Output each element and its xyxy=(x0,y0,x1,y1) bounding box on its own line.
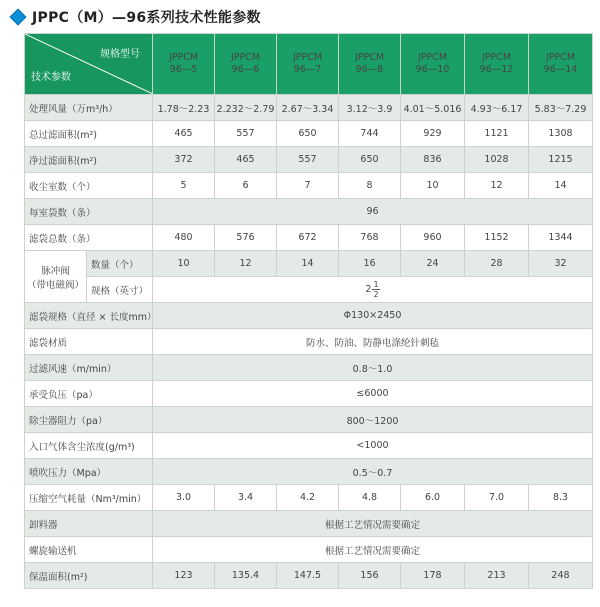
model-header: JPPCM 96—14 xyxy=(529,34,593,95)
table-row xyxy=(25,95,593,121)
cell: 557 xyxy=(277,147,339,173)
valve-size-fraction: 2 1 2 xyxy=(365,280,379,299)
row-label: 压缩空气耗量（Nm³/min） xyxy=(25,485,153,511)
table-row xyxy=(25,485,593,511)
cell: 3.4 xyxy=(215,485,277,511)
row-label: 喷吹压力（Mpa） xyxy=(25,459,153,485)
row-label: 净过滤面积(m²) xyxy=(25,147,153,173)
table-row xyxy=(25,329,593,355)
cell: 32 xyxy=(529,251,593,277)
valve-group-label: 脉冲阀 （带电磁阀） xyxy=(25,251,87,303)
cell: 135.4 xyxy=(215,563,277,589)
merged-cell: 96 xyxy=(153,199,593,225)
cell: 10 xyxy=(401,173,465,199)
merged-cell: Φ130×2450 xyxy=(153,303,593,329)
cell: 4.8 xyxy=(339,485,401,511)
row-label: 卸料器 xyxy=(25,511,153,537)
cell: 24 xyxy=(401,251,465,277)
row-label: 滤袋规格（直径 × 长度mm） xyxy=(25,303,153,329)
cell: 1215 xyxy=(529,147,593,173)
cell: 147.5 xyxy=(277,563,339,589)
model-header: JPPCM 96—8 xyxy=(339,34,401,95)
cell: 156 xyxy=(339,563,401,589)
cell: 2.67～3.34 xyxy=(277,95,339,121)
merged-cell: 根据工艺情况需要确定 xyxy=(153,511,593,537)
table-row xyxy=(25,225,593,251)
cell: 3.12～3.9 xyxy=(339,95,401,121)
header-diagonal-cell xyxy=(25,34,153,95)
row-label: 处理风量（万m³/h） xyxy=(25,95,153,121)
header-param-label: 技术参数 xyxy=(31,72,71,83)
cell: 12 xyxy=(215,251,277,277)
row-label: 滤袋总数（条） xyxy=(25,225,153,251)
diagonal-line xyxy=(25,34,153,94)
merged-cell: 根据工艺情况需要确定 xyxy=(153,537,593,563)
table-row xyxy=(25,147,593,173)
cell: 248 xyxy=(529,563,593,589)
row-label: 每室袋数（条） xyxy=(25,199,153,225)
cell: 1152 xyxy=(465,225,529,251)
cell: 7 xyxy=(277,173,339,199)
cell: 960 xyxy=(401,225,465,251)
title-bar xyxy=(8,6,261,28)
cell: 650 xyxy=(277,121,339,147)
cell: 6.0 xyxy=(401,485,465,511)
table-row xyxy=(25,277,593,303)
header-model-label: 规格型号 xyxy=(100,49,140,60)
cell: 4.2 xyxy=(277,485,339,511)
row-label: 保温面积(m²) xyxy=(25,563,153,589)
cell: 178 xyxy=(401,563,465,589)
row-label: 除尘器阻力（pa） xyxy=(25,407,153,433)
page-title: JPPC（M）—96系列技术性能参数 xyxy=(32,10,261,26)
cell: 1121 xyxy=(465,121,529,147)
cell: 480 xyxy=(153,225,215,251)
spec-table xyxy=(24,33,593,589)
table-row xyxy=(25,251,593,277)
cell: 16 xyxy=(339,251,401,277)
cell: 7.0 xyxy=(465,485,529,511)
cell: 1344 xyxy=(529,225,593,251)
cell: 465 xyxy=(153,121,215,147)
cell: 836 xyxy=(401,147,465,173)
cell: 14 xyxy=(529,173,593,199)
cell: 557 xyxy=(215,121,277,147)
cell: 8.3 xyxy=(529,485,593,511)
cell: 744 xyxy=(339,121,401,147)
merged-cell xyxy=(153,277,593,303)
table-row xyxy=(25,563,593,589)
merged-cell: 800～1200 xyxy=(153,407,593,433)
row-label: 过滤风速（m/min） xyxy=(25,355,153,381)
row-label: 螺旋输送机 xyxy=(25,537,153,563)
cell: 650 xyxy=(339,147,401,173)
model-header: JPPCM 96—7 xyxy=(277,34,339,95)
table-row xyxy=(25,459,593,485)
cell: 1028 xyxy=(465,147,529,173)
table-row xyxy=(25,537,593,563)
cell: 768 xyxy=(339,225,401,251)
row-label: 规格（英寸） xyxy=(87,277,153,303)
table-row xyxy=(25,173,593,199)
cell: 5 xyxy=(153,173,215,199)
row-label: 滤袋材质 xyxy=(25,329,153,355)
table-row xyxy=(25,511,593,537)
table-row xyxy=(25,433,593,459)
cell: 12 xyxy=(465,173,529,199)
cell: 4.93～6.17 xyxy=(465,95,529,121)
row-label: 入口气体含尘浓度(g/m³) xyxy=(25,433,153,459)
cell: 4.01～5.016 xyxy=(401,95,465,121)
merged-cell: 防水、防油、防静电涤纶针刺毡 xyxy=(153,329,593,355)
table-row xyxy=(25,121,593,147)
row-label: 承受负压（pa） xyxy=(25,381,153,407)
merged-cell: 0.8～1.0 xyxy=(153,355,593,381)
table-row xyxy=(25,381,593,407)
cell: 6 xyxy=(215,173,277,199)
cell: 3.0 xyxy=(153,485,215,511)
cell: 1.78～2.23 xyxy=(153,95,215,121)
cell: 465 xyxy=(215,147,277,173)
cell: 28 xyxy=(465,251,529,277)
cell: 372 xyxy=(153,147,215,173)
merged-cell: 0.5～0.7 xyxy=(153,459,593,485)
cell: 213 xyxy=(465,563,529,589)
header-row xyxy=(25,34,593,95)
cell: 123 xyxy=(153,563,215,589)
cell: 929 xyxy=(401,121,465,147)
model-header: JPPCM 96—6 xyxy=(215,34,277,95)
row-label: 总过滤面积(m²) xyxy=(25,121,153,147)
row-label: 数量（个） xyxy=(87,251,153,277)
table-row xyxy=(25,303,593,329)
cell: 5.83～7.29 xyxy=(529,95,593,121)
table-row xyxy=(25,199,593,225)
cell: 1308 xyxy=(529,121,593,147)
diamond-bullet-icon xyxy=(10,9,27,26)
model-header: JPPCM 96—10 xyxy=(401,34,465,95)
cell: 576 xyxy=(215,225,277,251)
model-header: JPPCM 96—12 xyxy=(465,34,529,95)
merged-cell: <1000 xyxy=(153,433,593,459)
cell: 2.232～2.79 xyxy=(215,95,277,121)
cell: 672 xyxy=(277,225,339,251)
cell: 10 xyxy=(153,251,215,277)
table-row xyxy=(25,407,593,433)
table-row xyxy=(25,355,593,381)
cell: 8 xyxy=(339,173,401,199)
merged-cell: ≤6000 xyxy=(153,381,593,407)
row-label: 收尘室数（个） xyxy=(25,173,153,199)
model-header: JPPCM 96—5 xyxy=(153,34,215,95)
cell: 14 xyxy=(277,251,339,277)
